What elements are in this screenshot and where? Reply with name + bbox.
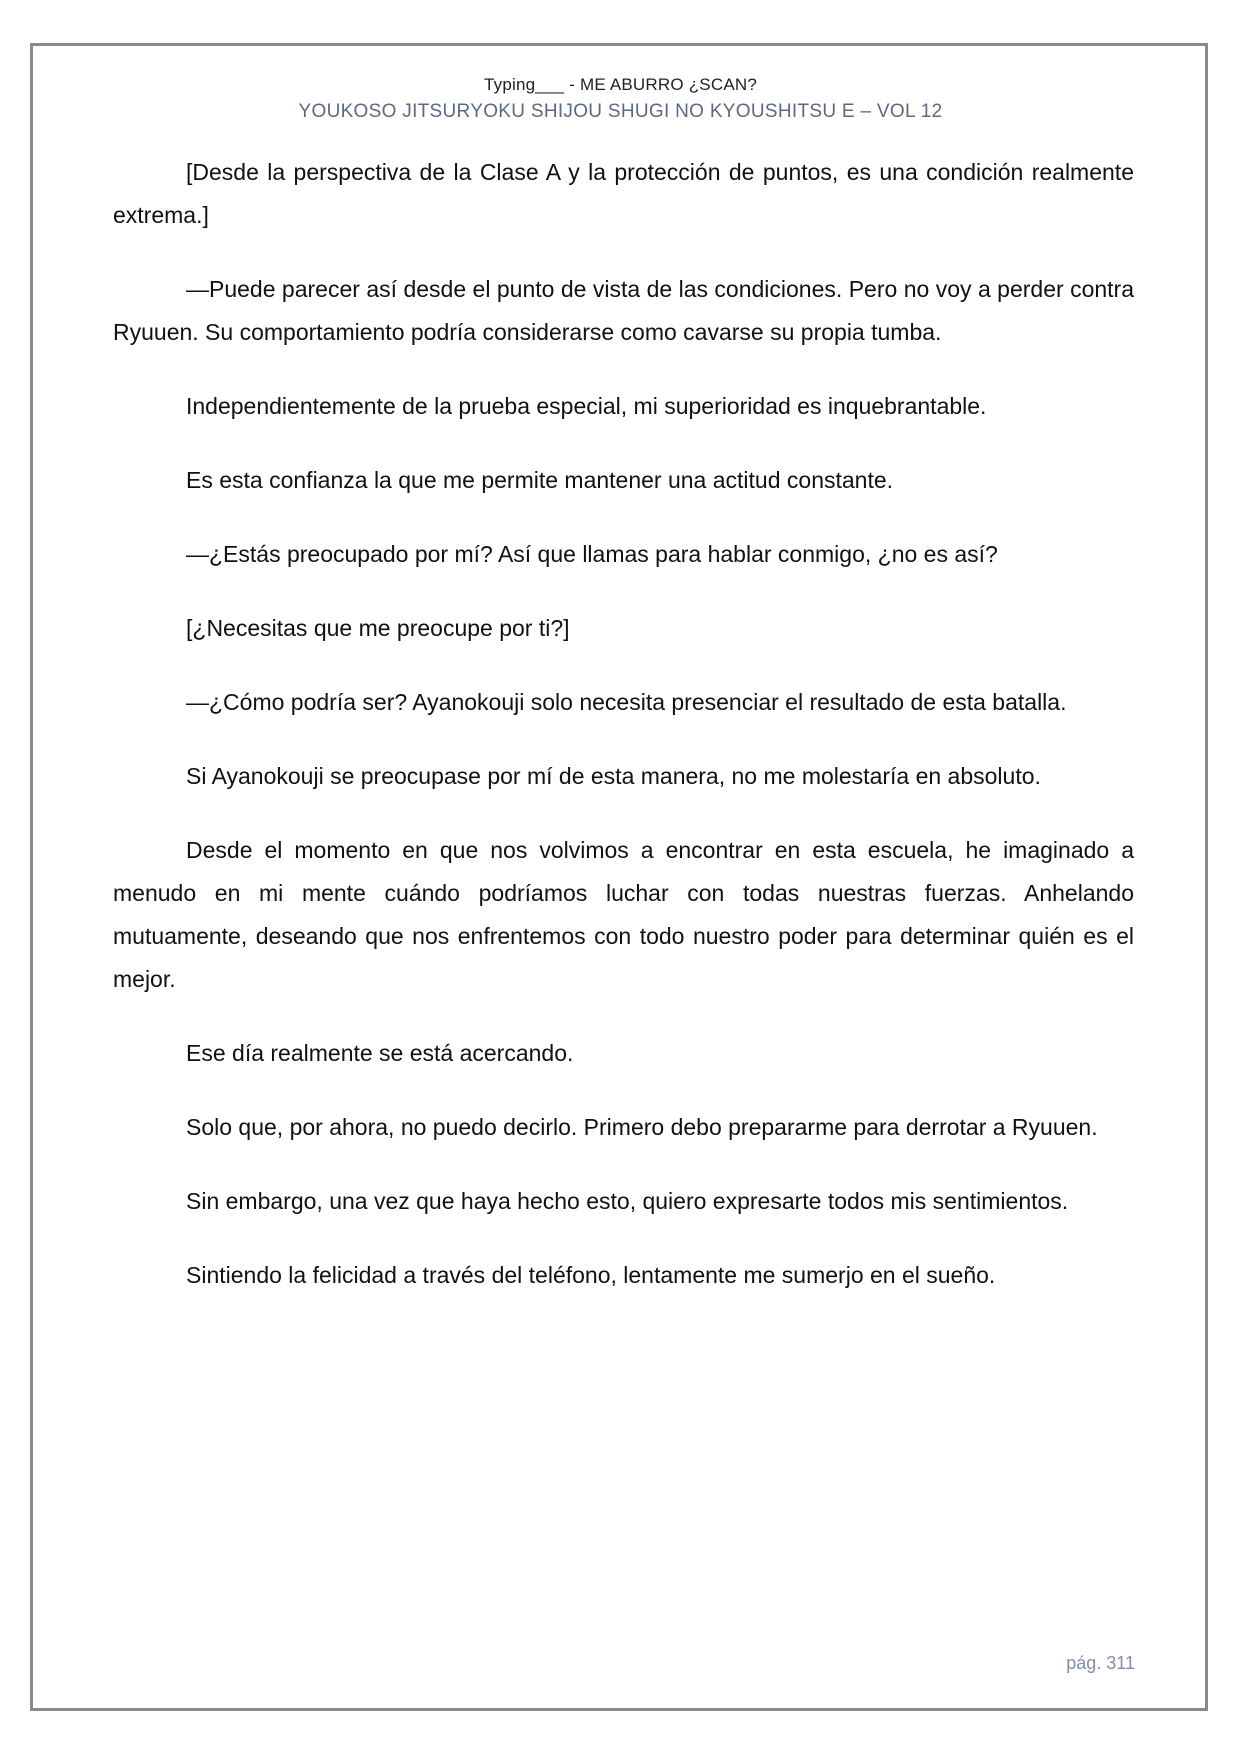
paragraph-10: Ese día realmente se está acercando.: [186, 1040, 574, 1066]
document-body: [113, 151, 1134, 1328]
paragraph-13: Sintiendo la felicidad a través del teléfono, lentamente me sumerjo en el sueño.: [186, 1262, 996, 1288]
paragraph-6: [¿Necesitas que me preocupe por ti?]: [186, 615, 570, 641]
header-credit: Typing___ - ME ABURRO ¿SCAN?: [484, 75, 757, 94]
paragraph-9: Desde el momento en que nos volvimos a encontrar en esta escuela, he imaginado a menudo en mi mente cuándo podríamos luchar con todas nuestras fuerzas. Anhelando mutuamente, deseando que nos enfrentemos con todo nuestro poder para determinar quién es el mejor.: [113, 837, 1134, 992]
paragraph-3: Independientemente de la prueba especial, mi superioridad es inquebrantable.: [186, 393, 987, 419]
header-title: YOUKOSO JITSURYOKU SHIJOU SHUGI NO KYOUSHITSU E – VOL 12: [298, 101, 943, 122]
paragraph-11: Solo que, por ahora, no puedo decirlo. Primero debo prepararme para derrotar a Ryuuen.: [186, 1114, 1098, 1140]
paragraph-12: Sin embargo, una vez que haya hecho esto, quiero expresarte todos mis sentimientos.: [186, 1188, 1069, 1214]
paragraph-4: Es esta confianza la que me permite mantener una actitud constante.: [186, 467, 894, 493]
paragraph-8: Si Ayanokouji se preocupase por mí de esta manera, no me molestaría en absoluto.: [186, 763, 1041, 789]
paragraph-7: —¿Cómo podría ser? Ayanokouji solo necesita presenciar el resultado de esta batalla.: [186, 689, 1067, 715]
paragraph-1: [Desde la perspectiva de la Clase A y la protección de puntos, es una condición realmente extrema.]: [113, 159, 1134, 228]
paragraph-5: —¿Estás preocupado por mí? Así que llamas para hablar conmigo, ¿no es así?: [186, 541, 998, 567]
page-number: pág. 311: [1066, 1653, 1135, 1673]
paragraph-2: —Puede parecer así desde el punto de vista de las condiciones. Pero no voy a perder contra Ryuuen. Su comportamiento podría considerarse como cavarse su propia tumba.: [113, 276, 1134, 345]
